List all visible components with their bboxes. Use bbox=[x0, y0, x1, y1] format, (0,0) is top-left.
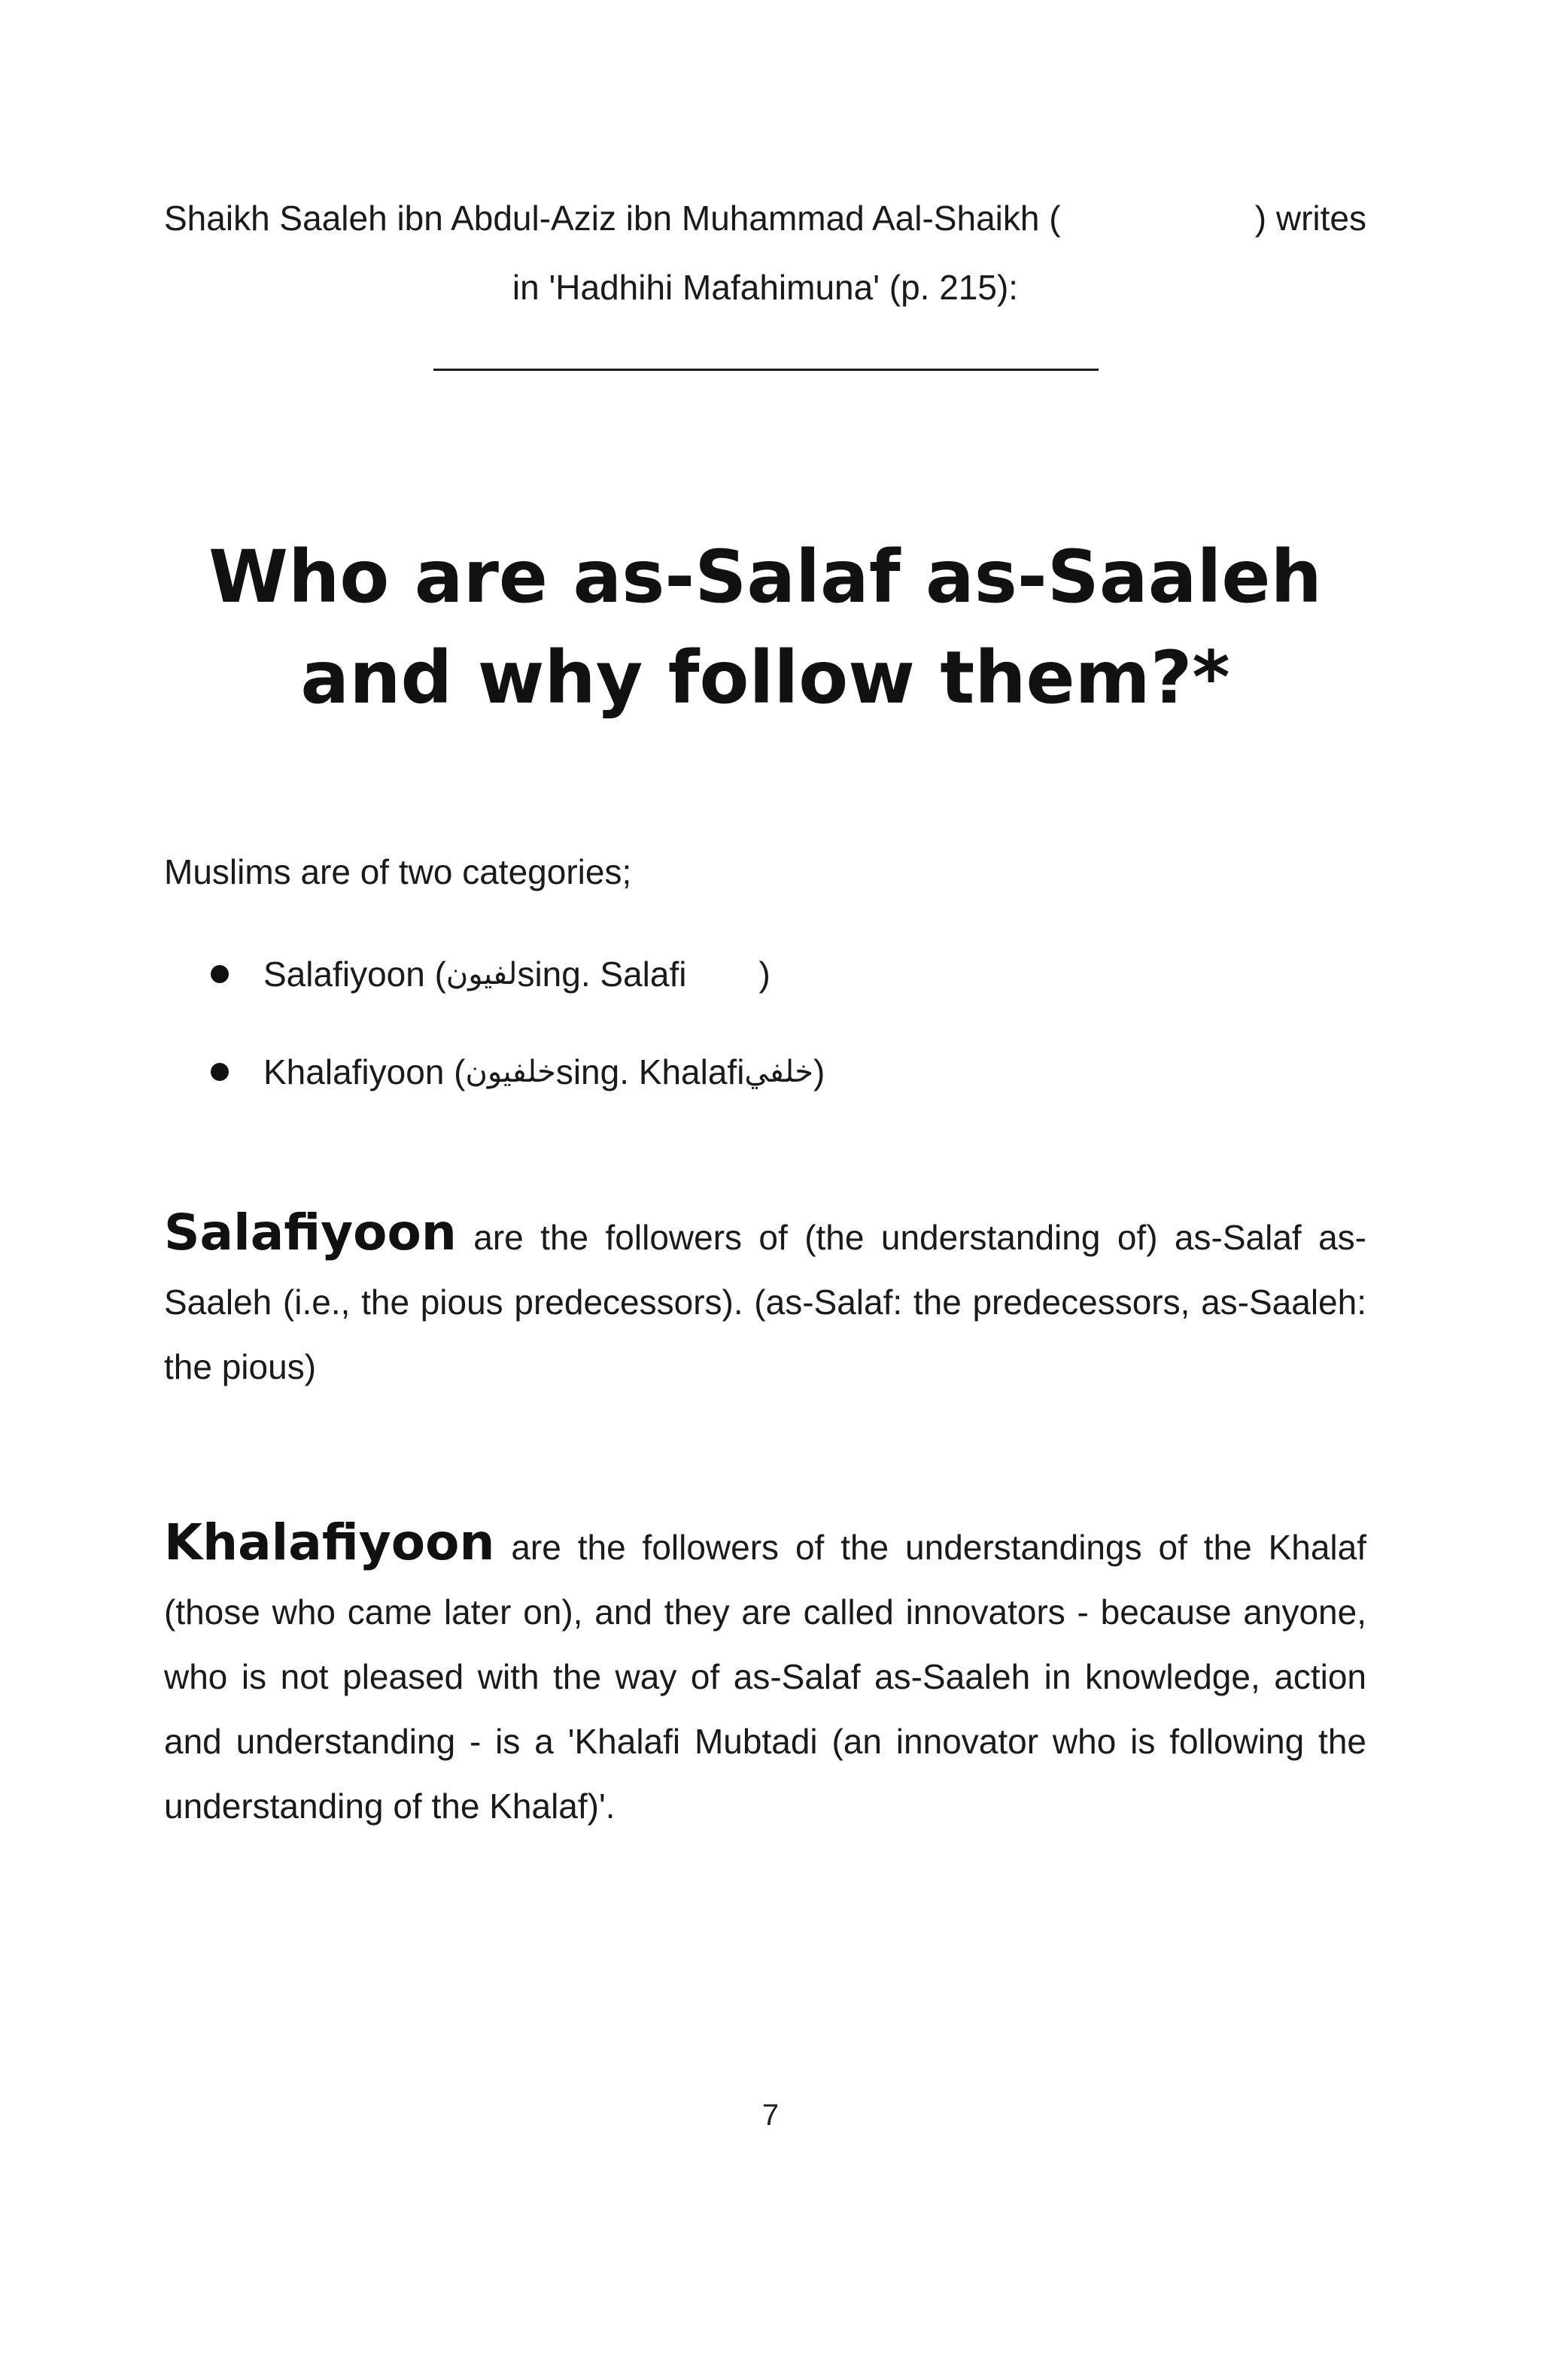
bullet-close: ) bbox=[813, 1052, 825, 1091]
title-line-1: Who are as-Salaf as-Saaleh bbox=[208, 535, 1322, 619]
paragraph-term: Salafiyoon bbox=[164, 1204, 457, 1261]
separator-rule bbox=[433, 369, 1099, 371]
bullet-arabic: خلفيون bbox=[465, 1055, 556, 1089]
paragraph-term: Khalafiyoon bbox=[164, 1513, 495, 1571]
intro-blank-gap bbox=[1113, 187, 1203, 250]
page-title bbox=[164, 527, 1366, 728]
bullet-label: Salafiyoon ( bbox=[263, 955, 446, 994]
bullet-label: Khalafiyoon ( bbox=[263, 1052, 466, 1091]
bullet-dot-icon bbox=[211, 1063, 229, 1081]
lead-text: Muslims are of two categories; bbox=[164, 852, 632, 891]
page-number: 7 bbox=[761, 2099, 780, 2132]
bullet-dot-icon bbox=[211, 965, 229, 983]
title-line-2: and why follow them?* bbox=[300, 636, 1230, 720]
list-item-salafiyoon bbox=[211, 925, 1339, 1023]
paragraph-salafiyoon bbox=[164, 1201, 1366, 1399]
bullet-arabic: لفيون bbox=[445, 957, 518, 991]
paragraph-text: are the followers of (the understanding of) as-Salaf as-Saaleh (i.e., the pious predecessors). (as-Salaf: the predecessors, as-Saaleh: the pious) bbox=[164, 1218, 1366, 1386]
intro-line-2: in 'Hadhihi Mafahimuna' (p. 215): bbox=[512, 268, 1019, 307]
intro-writes-text: ) writes bbox=[1254, 199, 1366, 238]
paragraph-text: are the followers of the understandings of the Khalaf (those who came later on), and they are called innovators - because anyone, who is not pleased with the way of as-Salaf as-Saaleh in knowledge, action and understanding - is a 'Khalafi Mubtadi (an innovator who is following the understanding of the Khalaf)'. bbox=[164, 1528, 1366, 1826]
bullet-close: ) bbox=[758, 955, 770, 994]
category-list bbox=[211, 925, 1339, 1121]
bullet-singular: sing. Khalafi bbox=[555, 1052, 745, 1091]
bullet-arabic-singular: خلفي bbox=[744, 1055, 813, 1089]
intro-author-text: Shaikh Saaleh ibn Abdul-Aziz ibn Muhammad Aal-Shaikh ( bbox=[164, 199, 1061, 238]
bullet-singular: sing. Salafi bbox=[517, 955, 687, 994]
intro-line-1 bbox=[164, 187, 1366, 250]
list-item-khalafiyoon bbox=[211, 1023, 1339, 1121]
paragraph-khalafiyoon bbox=[164, 1510, 1366, 1838]
